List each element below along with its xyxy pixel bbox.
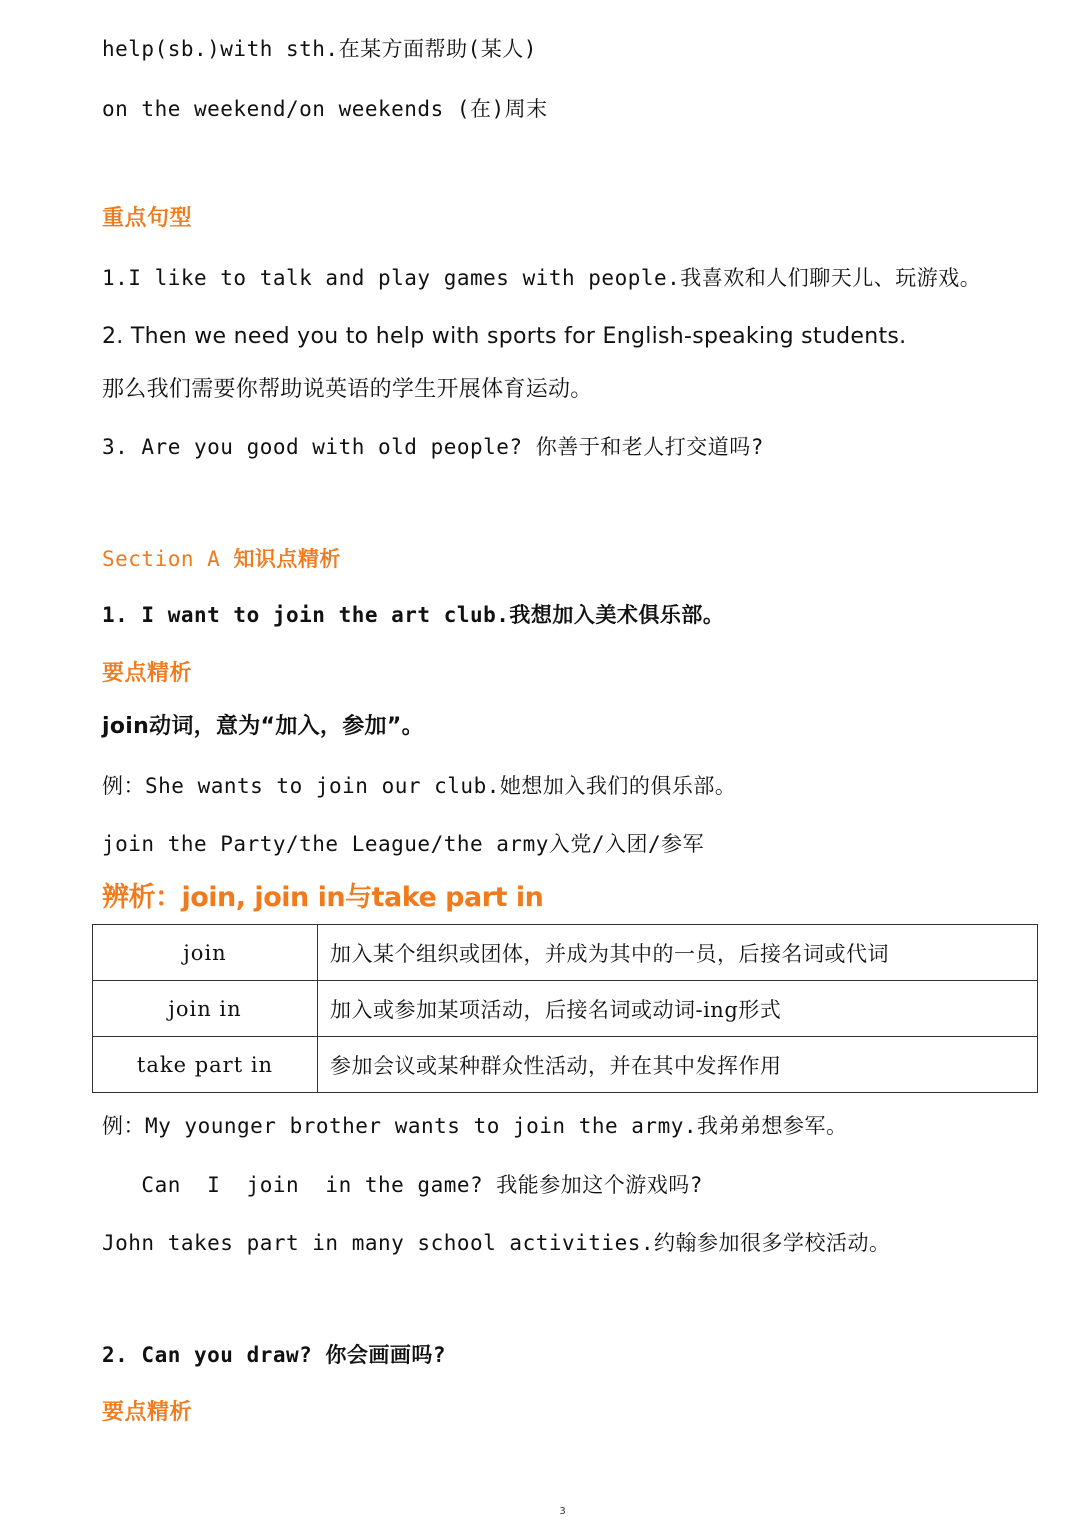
- section-a-heading-en: Section A: [102, 547, 234, 571]
- key-sentence-2-cn: 那么我们需要你帮助说英语的学生开展体育运动。: [102, 377, 593, 402]
- table-row: [93, 925, 1038, 981]
- table-term: take part in: [93, 1037, 318, 1093]
- section-a-heading: [102, 544, 341, 574]
- point2-sentence: 2. Can you draw? 你会画画吗?: [102, 1343, 447, 1367]
- page-number: 3: [559, 1506, 566, 1517]
- distinction-table: [92, 924, 1038, 1093]
- key-sentences-heading: 重点句型: [102, 206, 193, 231]
- table-term: join: [93, 925, 318, 981]
- table-term: join in: [93, 981, 318, 1037]
- section-a-heading-cn: 知识点精析: [233, 547, 341, 571]
- point1-sentence: 1. I want to join the art club.我想加入美术俱乐部。: [102, 603, 725, 627]
- point1-sub-heading: 要点精析: [102, 661, 193, 686]
- key-sentence-2-en: 2. Then we need you to help with sports for English-speaking students.: [102, 324, 907, 349]
- usage-example-2: Can I join in the game? 我能参加这个游戏吗?: [102, 1173, 703, 1197]
- usage-example-1: 例：My younger brother wants to join the army.我弟弟想参军。: [102, 1114, 848, 1138]
- point1-phrase: join the Party/the League/the army入党/入团/参军: [102, 832, 705, 856]
- point2-sub-heading: 要点精析: [102, 1400, 193, 1425]
- table-desc: 参加会议或某种群众性活动，并在其中发挥作用: [318, 1037, 1038, 1093]
- distinction-heading: 辨析：join, join in与take part in: [102, 882, 544, 913]
- table-row: [93, 981, 1038, 1037]
- phrase-on-the-weekend: on the weekend/on weekends (在)周末: [102, 97, 548, 121]
- key-sentence-1: 1.I like to talk and play games with people.我喜欢和人们聊天儿、玩游戏。: [102, 266, 982, 290]
- phrase-help-with: help(sb.)with sth.在某方面帮助(某人): [102, 37, 537, 61]
- table-desc: 加入或参加某项活动，后接名词或动词-ing形式: [318, 981, 1038, 1037]
- point1-example: 例：She wants to join our club.她想加入我们的俱乐部。: [102, 774, 737, 798]
- point1-definition: join动词，意为“加入，参加”。: [102, 714, 424, 739]
- key-sentence-3: 3. Are you good with old people? 你善于和老人打交道吗?: [102, 435, 764, 459]
- usage-example-3: John takes part in many school activities.约翰参加很多学校活动。: [102, 1231, 891, 1255]
- table-desc: 加入某个组织或团体，并成为其中的一员，后接名词或代词: [318, 925, 1038, 981]
- table-row: [93, 1037, 1038, 1093]
